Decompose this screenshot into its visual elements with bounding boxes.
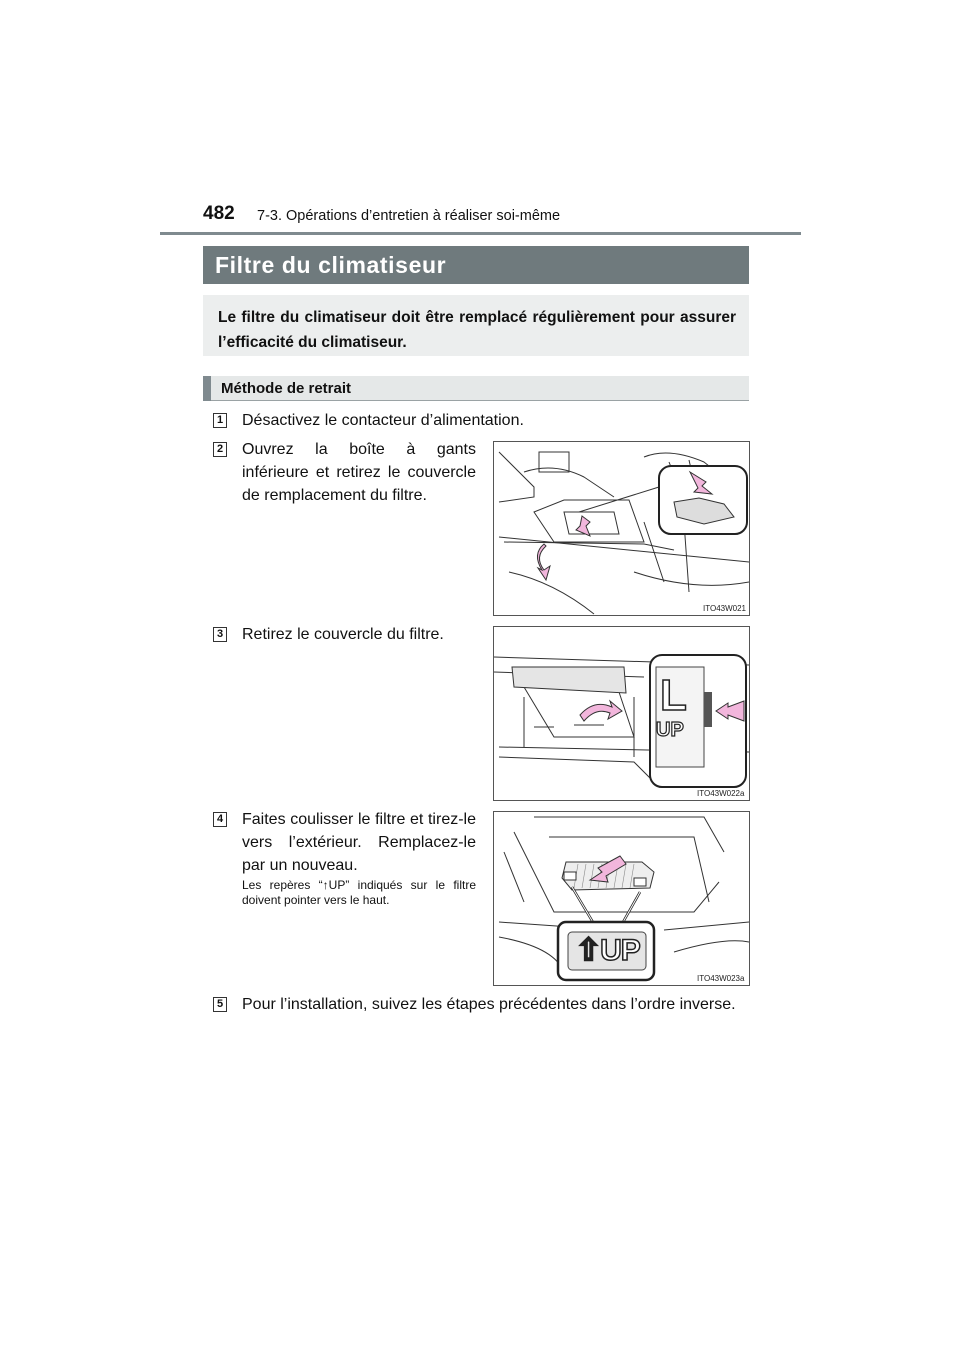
section-title: 7-3. Opérations d’entretien à réaliser soi-même bbox=[257, 208, 561, 224]
step-number-2: 2 bbox=[213, 442, 227, 457]
method-heading: Méthode de retrait bbox=[221, 380, 352, 397]
step-note-4: Les repères “↑UP” indiqués sur le filtre doivent pointer vers le haut. bbox=[242, 878, 476, 907]
step-text-4: Faites coulisser le filtre et tirez-le vers l’extérieur. Remplacez-le par un nouveau. bbox=[242, 811, 476, 874]
filter-cover-illustration bbox=[494, 627, 750, 801]
figure-filter-slide bbox=[493, 811, 750, 986]
filter-mark-l: L bbox=[660, 671, 687, 720]
page-number: 482 bbox=[203, 203, 235, 224]
method-heading-accent bbox=[203, 376, 211, 401]
figure-filter-cover bbox=[493, 626, 750, 801]
page-title: Filtre du climatiseur bbox=[215, 252, 447, 278]
filter-mark-up-arrow: ⇧UP bbox=[576, 934, 640, 967]
step-number-5: 5 bbox=[213, 997, 227, 1012]
step-text-3: Retirez le couvercle du filtre. bbox=[242, 626, 444, 643]
figure-label: ITO43W023a bbox=[697, 974, 745, 983]
glovebox-illustration bbox=[494, 442, 750, 616]
filter-mark-up: UP bbox=[656, 719, 684, 741]
step-number-4: 4 bbox=[213, 812, 227, 827]
step-text-2: Ouvrez la boîte à gants inférieure et retirez le couvercle de remplacement du filtre. bbox=[242, 441, 476, 504]
step-text-1: Désactivez le contacteur d’alimentation. bbox=[242, 412, 524, 429]
intro-text: Le filtre du climatiseur doit être remplacé régulièrement pour assurer l’efficacité du climatiseur. bbox=[218, 309, 736, 351]
figure-glovebox bbox=[493, 441, 750, 616]
step-number-1: 1 bbox=[213, 413, 227, 428]
figure-label: ITO43W021 bbox=[703, 604, 746, 613]
header-rule bbox=[160, 232, 801, 235]
figure-label: ITO43W022a bbox=[697, 789, 745, 798]
step-number-3: 3 bbox=[213, 627, 227, 642]
step-text-5: Pour l’installation, suivez les étapes précédentes dans l’ordre inverse. bbox=[242, 996, 736, 1013]
